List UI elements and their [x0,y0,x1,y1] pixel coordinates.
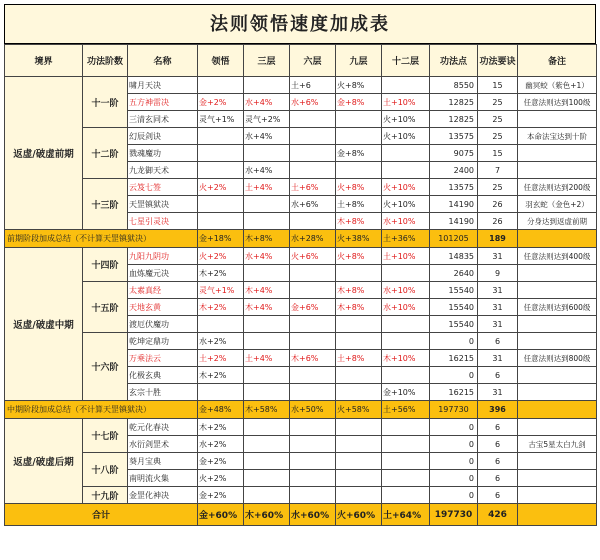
technique-yaojue: 15 [478,145,518,162]
bonus-level6 [290,213,336,230]
table-row [5,248,597,265]
table-row [5,453,597,470]
technique-name: 玄宗十胜 [128,384,198,401]
bonus-level12: 水+10% [382,213,430,230]
realm-label: 返虚/破虚中期 [5,248,83,401]
bonus-level3 [244,145,290,162]
bonus-level6: 土+6% [290,179,336,196]
bonus-level6: 木+6% [290,350,336,367]
bonus-level12 [382,367,430,384]
bonus-comprehend: 水+2% [198,333,244,350]
bonus-level3 [244,453,290,470]
column-header: 功法点 [430,45,478,77]
bonus-level6 [290,111,336,128]
technique-yaojue: 26 [478,213,518,230]
technique-name: 血炼魔元决 [128,265,198,282]
technique-name: 化极玄典 [128,367,198,384]
bonus-level3 [244,384,290,401]
bonus-level12: 火+10% [382,179,430,196]
column-header: 十二层 [382,45,430,77]
technique-points: 13575 [430,128,478,145]
bonus-comprehend: 火+2% [198,179,244,196]
technique-note: 任意法则达到400级 [518,248,597,265]
bonus-level3 [244,196,290,213]
bonus-comprehend: 木+2% [198,299,244,316]
bonus-level9: 金+8% [336,94,382,111]
technique-note [518,419,597,436]
bonus-level3: 土+4% [244,350,290,367]
summary-value: 土+36% [382,230,430,248]
bonus-level9: 土+8% [336,196,382,213]
bonus-level6: 金+6% [290,299,336,316]
summary-points: 101205 [430,230,478,248]
technique-name: 七星引灵决 [128,213,198,230]
technique-name: 三清玄同术 [128,111,198,128]
bonus-comprehend [198,77,244,94]
summary-value: 水+50% [290,401,336,419]
technique-yaojue: 25 [478,128,518,145]
total-value: 火+60% [336,504,382,526]
bonus-level3: 木+4% [244,282,290,299]
bonus-level12: 木+10% [382,350,430,367]
bonus-level6 [290,367,336,384]
summary-row [5,401,597,419]
table-title: 法则领悟速度加成表 [4,4,596,44]
summary-points: 197730 [430,401,478,419]
bonus-level6 [290,282,336,299]
bonus-level12: 火+10% [382,128,430,145]
bonus-level6: 水+6% [290,196,336,213]
bonus-comprehend: 金+2% [198,453,244,470]
bonus-level3: 水+4% [244,248,290,265]
bonus-level12 [382,436,430,453]
technique-name: 金罡化神决 [128,487,198,504]
technique-points: 14190 [430,213,478,230]
technique-yaojue: 26 [478,196,518,213]
technique-yaojue: 7 [478,162,518,179]
bonus-comprehend [198,316,244,333]
bonus-level3: 水+4% [244,94,290,111]
column-header: 备注 [518,45,597,77]
bonus-level12: 火+10% [382,111,430,128]
technique-note [518,111,597,128]
bonus-comprehend: 灵气+1% [198,111,244,128]
bonus-level9 [336,384,382,401]
bonus-comprehend: 木+2% [198,265,244,282]
technique-name: 天地玄黄 [128,299,198,316]
technique-name: 南明流火集 [128,470,198,487]
technique-note: 羽玄蛇（金色+2） [518,196,597,213]
summary-row [5,230,597,248]
bonus-level6 [290,436,336,453]
summary-value: 水+28% [290,230,336,248]
stage-label: 十一阶 [83,77,128,128]
summary-value: 木+58% [244,401,290,419]
bonus-level6 [290,265,336,282]
technique-points: 16215 [430,384,478,401]
column-header: 三层 [244,45,290,77]
technique-points: 2640 [430,265,478,282]
bonus-level6: 火+6% [290,248,336,265]
technique-note [518,367,597,384]
bonus-level9 [336,453,382,470]
technique-yaojue: 6 [478,436,518,453]
bonus-level12: 土+10% [382,248,430,265]
technique-points: 16215 [430,350,478,367]
bonus-level3 [244,333,290,350]
technique-name: 天罡镇狱决 [128,196,198,213]
bonus-level6: 水+6% [290,94,336,111]
bonus-level9: 木+8% [336,213,382,230]
technique-yaojue: 31 [478,384,518,401]
technique-yaojue: 31 [478,282,518,299]
bonus-comprehend [198,384,244,401]
technique-points: 12825 [430,94,478,111]
bonus-level9: 土+8% [336,350,382,367]
technique-note [518,487,597,504]
technique-points: 0 [430,333,478,350]
bonus-level9 [336,419,382,436]
table-row [5,333,597,350]
column-header: 九层 [336,45,382,77]
bonus-level9: 火+8% [336,77,382,94]
technique-note [518,145,597,162]
technique-note: 古宝5星太白九剑 [518,436,597,453]
total-note [518,504,597,526]
technique-points: 15540 [430,282,478,299]
bonus-comprehend: 火+2% [198,470,244,487]
summary-value: 土+56% [382,401,430,419]
technique-note: 本命法宝达到十阶 [518,128,597,145]
bonus-level12 [382,470,430,487]
technique-note: 幽冥蛟（紫色+1） [518,77,597,94]
header-row [5,45,597,77]
bonus-comprehend [198,196,244,213]
summary-label: 中期阶段加成总结（不计算天罡镇狱决） [5,401,198,419]
bonus-comprehend [198,213,244,230]
stage-label: 十六阶 [83,333,128,401]
technique-note [518,265,597,282]
bonus-level9 [336,316,382,333]
bonus-level6 [290,333,336,350]
bonus-level9: 金+8% [336,145,382,162]
bonus-level12: 土+10% [382,94,430,111]
bonus-level9 [336,367,382,384]
bonus-level6 [290,384,336,401]
bonus-level3 [244,265,290,282]
technique-name: 乾坤定鼎功 [128,333,198,350]
summary-value: 木+8% [244,230,290,248]
technique-name: 九龙御天术 [128,162,198,179]
summary-yaojue: 396 [478,401,518,419]
total-value: 金+60% [198,504,244,526]
technique-name: 啸月天决 [128,77,198,94]
technique-points: 9075 [430,145,478,162]
technique-points: 0 [430,470,478,487]
stage-label: 十二阶 [83,128,128,179]
table-row [5,77,597,94]
technique-note [518,282,597,299]
bonus-level6 [290,162,336,179]
table-row [5,282,597,299]
technique-name: 水衍剑罡术 [128,436,198,453]
technique-note [518,333,597,350]
technique-name: 五方神雷决 [128,94,198,111]
technique-yaojue: 6 [478,487,518,504]
technique-points: 8550 [430,77,478,94]
bonus-level6 [290,470,336,487]
bonus-level12 [382,316,430,333]
bonus-level3 [244,367,290,384]
stage-label: 十五阶 [83,282,128,333]
total-value: 土+64% [382,504,430,526]
technique-name: 葵月宝典 [128,453,198,470]
bonus-level12 [382,453,430,470]
bonus-level3 [244,436,290,453]
technique-note: 任意法则达到200级 [518,179,597,196]
technique-yaojue: 6 [478,453,518,470]
summary-label: 前期阶段加成总结（不计算天罡镇狱决） [5,230,198,248]
bonus-level9: 火+8% [336,179,382,196]
technique-points: 0 [430,487,478,504]
bonus-level12 [382,265,430,282]
technique-points: 0 [430,419,478,436]
summary-note [518,230,597,248]
technique-note [518,316,597,333]
summary-note [518,401,597,419]
technique-yaojue: 6 [478,367,518,384]
bonus-level12 [382,77,430,94]
bonus-comprehend: 木+2% [198,367,244,384]
stage-label: 十七阶 [83,419,128,453]
column-header: 六层 [290,45,336,77]
realm-label: 返虚/破虚后期 [5,419,83,504]
technique-points: 15540 [430,299,478,316]
technique-yaojue: 6 [478,419,518,436]
bonus-comprehend: 水+2% [198,436,244,453]
bonus-level6 [290,316,336,333]
bonus-level12 [382,145,430,162]
technique-yaojue: 31 [478,299,518,316]
technique-note [518,453,597,470]
technique-note: 任意法则达到100级 [518,94,597,111]
column-header: 功法要诀 [478,45,518,77]
stage-label: 十四阶 [83,248,128,282]
technique-name: 太素真经 [128,282,198,299]
stage-label: 十八阶 [83,453,128,487]
technique-points: 15540 [430,316,478,333]
bonus-comprehend: 金+2% [198,94,244,111]
technique-yaojue: 25 [478,111,518,128]
technique-note [518,470,597,487]
bonus-level3: 水+4% [244,162,290,179]
technique-points: 0 [430,453,478,470]
summary-value: 火+58% [336,401,382,419]
bonus-table-sheet [4,4,596,556]
stage-label: 十三阶 [83,179,128,230]
bonus-comprehend [198,145,244,162]
technique-yaojue: 31 [478,248,518,265]
technique-yaojue: 25 [478,94,518,111]
total-yaojue: 426 [478,504,518,526]
column-header: 名称 [128,45,198,77]
bonus-level3 [244,470,290,487]
bonus-level9: 木+8% [336,299,382,316]
bonus-level6 [290,419,336,436]
bonus-level9 [336,470,382,487]
total-value: 木+60% [244,504,290,526]
bonus-level9 [336,111,382,128]
bonus-level3 [244,316,290,333]
bonus-level12 [382,419,430,436]
summary-value: 金+18% [198,230,244,248]
bonus-level6: 土+6 [290,77,336,94]
technique-points: 14190 [430,196,478,213]
bonus-level3 [244,419,290,436]
table-row [5,487,597,504]
bonus-level3: 土+4% [244,179,290,196]
technique-yaojue: 15 [478,77,518,94]
technique-name: 戮魂魔功 [128,145,198,162]
technique-note [518,162,597,179]
bonus-level12 [382,333,430,350]
column-header: 领悟 [198,45,244,77]
table-row [5,179,597,196]
realm-label: 返虚/破虚前期 [5,77,83,230]
technique-yaojue: 9 [478,265,518,282]
table-row [5,419,597,436]
bonus-table [4,44,597,526]
technique-yaojue: 31 [478,316,518,333]
bonus-level6 [290,145,336,162]
technique-note: 任意法则达到800级 [518,350,597,367]
technique-name: 万乘法云 [128,350,198,367]
summary-yaojue: 189 [478,230,518,248]
bonus-comprehend [198,128,244,145]
technique-name: 渡厄伏魔功 [128,316,198,333]
bonus-level9: 火+8% [336,248,382,265]
bonus-level12: 金+10% [382,384,430,401]
bonus-comprehend: 木+2% [198,419,244,436]
bonus-level6 [290,453,336,470]
summary-value: 火+38% [336,230,382,248]
column-header: 境界 [5,45,83,77]
bonus-level6 [290,487,336,504]
technique-name: 九阳九阴功 [128,248,198,265]
bonus-level12: 水+10% [382,282,430,299]
technique-note: 分身达到返虚前期 [518,213,597,230]
technique-points: 0 [430,436,478,453]
technique-points: 12825 [430,111,478,128]
bonus-comprehend [198,162,244,179]
bonus-level9 [336,265,382,282]
column-header: 功法阶数 [83,45,128,77]
technique-name: 乾元化春决 [128,419,198,436]
bonus-level3: 水+4% [244,128,290,145]
bonus-level3 [244,213,290,230]
technique-name: 云笈七签 [128,179,198,196]
total-row [5,504,597,526]
technique-points: 2400 [430,162,478,179]
technique-yaojue: 31 [478,350,518,367]
bonus-comprehend: 灵气+1% [198,282,244,299]
technique-note [518,384,597,401]
technique-yaojue: 6 [478,333,518,350]
summary-value: 金+48% [198,401,244,419]
technique-points: 13575 [430,179,478,196]
bonus-comprehend: 土+2% [198,350,244,367]
stage-label: 十九阶 [83,487,128,504]
bonus-level12 [382,162,430,179]
bonus-level3: 木+4% [244,299,290,316]
bonus-level9 [336,162,382,179]
bonus-level9 [336,333,382,350]
bonus-level9 [336,128,382,145]
bonus-level6 [290,128,336,145]
bonus-level12 [382,487,430,504]
technique-points: 0 [430,367,478,384]
technique-note: 任意法则达到600级 [518,299,597,316]
total-value: 水+60% [290,504,336,526]
bonus-comprehend: 金+2% [198,487,244,504]
table-row [5,128,597,145]
technique-points: 14835 [430,248,478,265]
total-points: 197730 [430,504,478,526]
technique-yaojue: 6 [478,470,518,487]
total-label: 合计 [5,504,198,526]
bonus-level3 [244,77,290,94]
bonus-level3 [244,487,290,504]
bonus-level3: 灵气+2% [244,111,290,128]
bonus-level12: 水+10% [382,299,430,316]
bonus-level9 [336,487,382,504]
bonus-level12: 火+10% [382,196,430,213]
technique-name: 幻辰剑诀 [128,128,198,145]
bonus-comprehend: 火+2% [198,248,244,265]
technique-yaojue: 25 [478,179,518,196]
bonus-level9 [336,436,382,453]
bonus-level9: 木+8% [336,282,382,299]
